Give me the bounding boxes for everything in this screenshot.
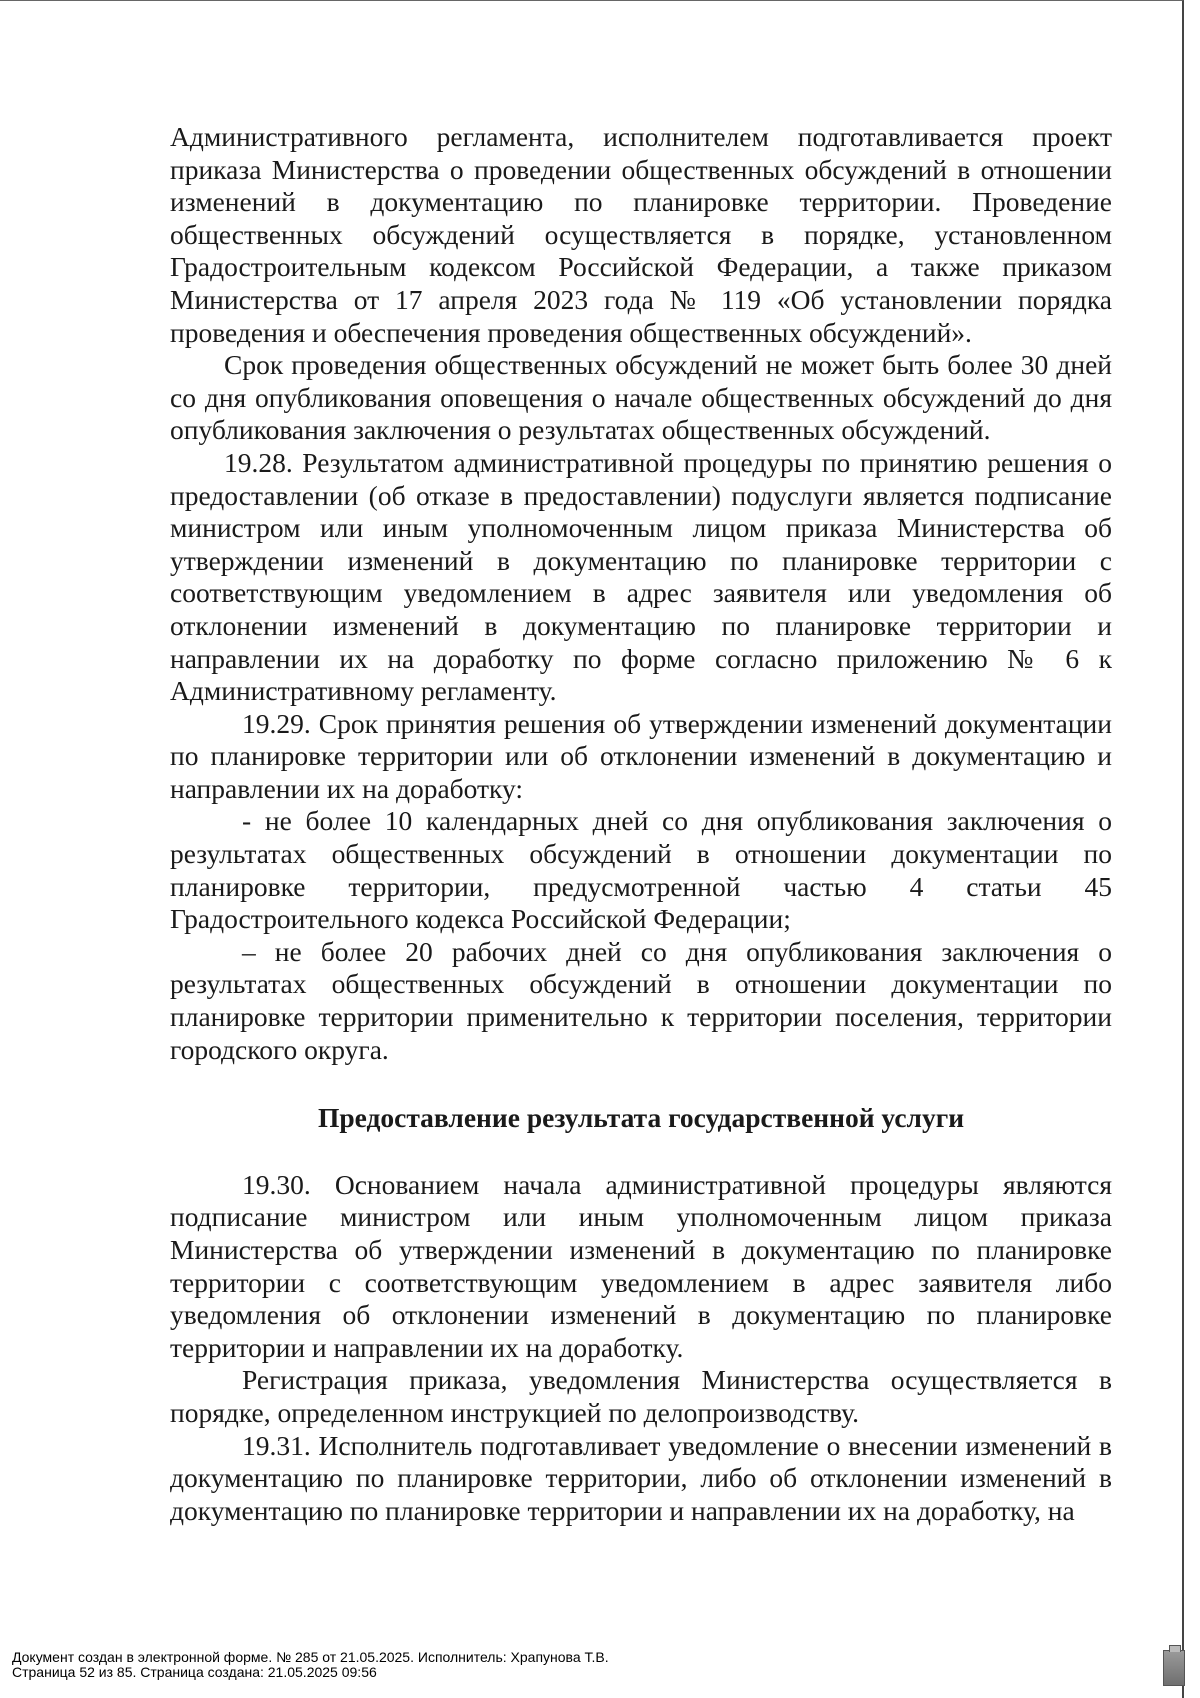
- list-item-20-days: – не более 20 рабочих дней со дня опубликования заключения о результатах общественных обсуждений в отношении документации по планировке территории применительно к территории поселения, территории городского округа.: [170, 935, 1112, 1065]
- paragraph-registration: Регистрация приказа, уведомления Министерства осуществляется в порядке, определенном инструкцией по делопроизводству.: [170, 1364, 1112, 1428]
- paragraph-term: Срок проведения общественных обсуждений не может быть более 30 дней со дня опубликования оповещения о начале общественных обсуждений до дня опубликования заключения о результатах общественных обсуждений.: [170, 349, 1112, 446]
- paragraph-19-28: 19.28. Результатом административной процедуры по принятию решения о предоставлении (об отказе в предоставлении) подуслуги является подписание министром или иным уполномоченным лицом приказа Министерства об утверждении изменений в документацию по планировке территории с соответствующим уведомлением в адрес заявителя или уведомления об отклонении изменений в документацию по планировке территории и направлении их на доработку по форме согласно приложению № 6 к Административному регламенту.: [170, 446, 1112, 707]
- paragraph-19-31: 19.31. Исполнитель подготавливает уведомление о внесении изменений в документацию по планировке территории, либо об отклонении изменений в документацию по планировке территории и направлении их на доработку, на: [170, 1429, 1112, 1526]
- list-item-10-days: - не более 10 календарных дней со дня опубликования заключения о результатах общественных обсуждений в отношении документации по планировке территории, предусмотренной частью 4 статьи 45 Градостроительного кодекса Российской Федерации;: [170, 805, 1112, 935]
- paragraph-19-30: 19.30. Основанием начала административной процедуры являются подписание министром или иным уполномоченным лицом приказа Министерства об утверждении изменений в документацию по планировке территории с соответствующим уведомлением в адрес заявителя либо уведомления об отклонении изменений в документацию по планировке территории и направлении их на доработку.: [170, 1168, 1112, 1363]
- document-stack-icon: [1163, 1650, 1185, 1686]
- footer-line-1: Документ создан в электронной форме. № 285 от 21.05.2025. Исполнитель: Храпунова Т.В.: [12, 1649, 609, 1665]
- document-footer: [12, 1650, 1112, 1680]
- document-body: [170, 121, 1112, 1527]
- footer-line-2: Страница 52 из 85. Страница создана: 21.05.2025 09:56: [12, 1664, 377, 1680]
- section-heading: Предоставление результата государственной услуги: [317, 1102, 965, 1134]
- paragraph-19-29: 19.29. Срок принятия решения об утверждении изменений документации по планировке территории или об отклонении изменений в документацию и направлении их на доработку:: [170, 707, 1112, 804]
- paragraph-continuation: Административного регламента, исполнителем подготавливается проект приказа Министерства о проведении общественных обсуждений в отношении изменений в документацию по планировке территории. Проведение общественных обсуждений осуществляется в порядке, установленном Градостроительным кодексом Российской Федерации, а также приказом Министерства от 17 апреля 2023 года № 119 «Об установлении порядка проведения и обеспечения проведения общественных обсуждений».: [170, 121, 1112, 348]
